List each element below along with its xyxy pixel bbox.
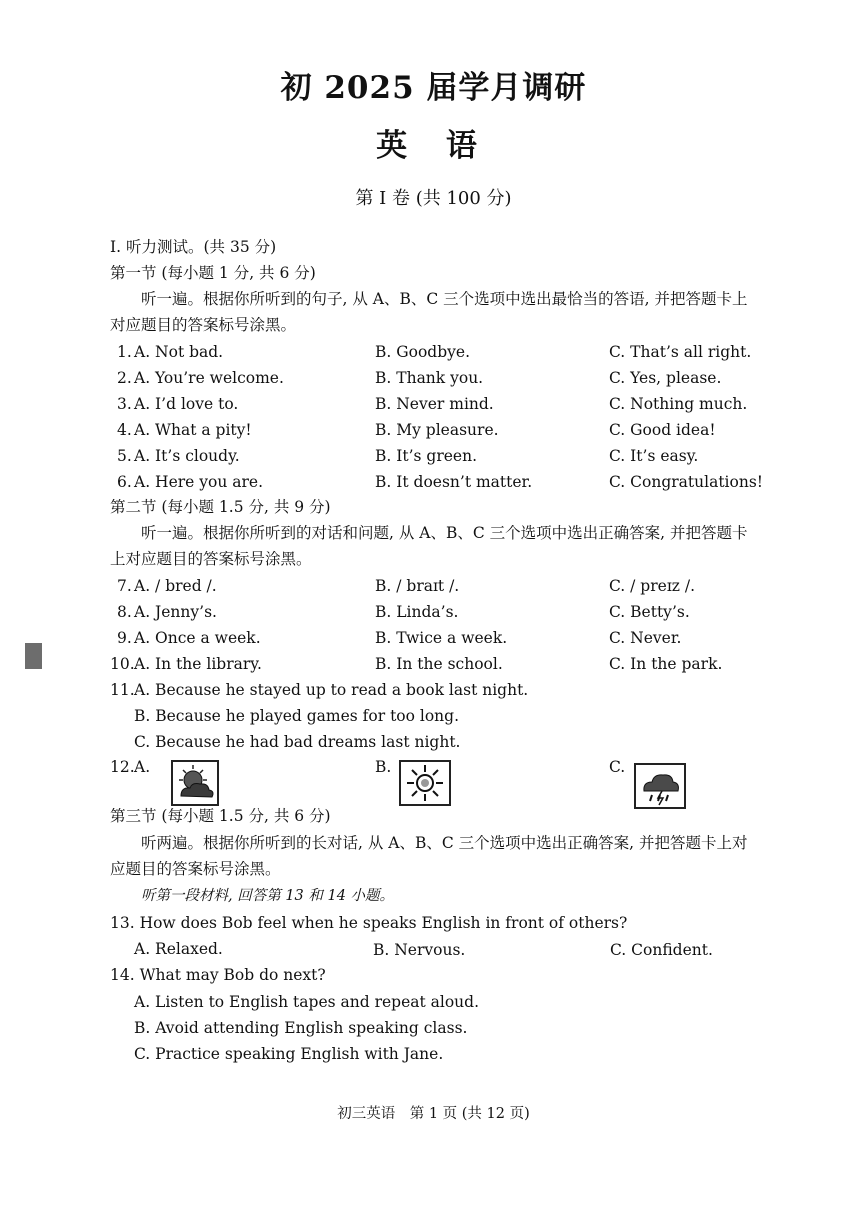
part1-heading: I. 听力测试。(共 35 分) xyxy=(110,238,277,256)
q4-number: 4. xyxy=(117,421,132,439)
q4-option-a: A. What a pity! xyxy=(134,421,252,439)
q2-option-c: C. Yes, please. xyxy=(609,369,722,387)
q1-option-a: A. Not bad. xyxy=(134,343,224,361)
q14-stem: 14. What may Bob do next? xyxy=(110,966,326,984)
page-footer: 初三英语 第 1 页 (共 12 页) xyxy=(337,1106,530,1122)
q8-option-b: B. Linda’s. xyxy=(375,603,459,621)
q6-number: 6. xyxy=(117,473,132,491)
q5-option-c: C. It’s easy. xyxy=(609,447,699,465)
q8-option-a: A. Jenny’s. xyxy=(134,603,217,621)
q13-option-b: B. Nervous. xyxy=(373,941,466,959)
q3-option-a: A. I’d love to. xyxy=(134,395,239,413)
section3-note: 听第一段材料, 回答第 13 和 14 小题。 xyxy=(141,888,395,904)
sun-icon xyxy=(399,760,451,806)
q1-option-b: B. Goodbye. xyxy=(375,343,470,361)
q6-option-b: B. It doesn’t matter. xyxy=(375,473,533,491)
volume-title: 第 I 卷 (共 100 分) xyxy=(355,188,512,209)
q7-option-c: C. / preɪz /. xyxy=(609,577,696,595)
exam-title: 初 2025 届学月调研 xyxy=(280,70,587,106)
q9-option-b: B. Twice a week. xyxy=(375,629,508,647)
q10-option-a: A. In the library. xyxy=(134,655,262,673)
q2-option-a: A. You’re welcome. xyxy=(134,369,284,387)
section1-heading: 第一节 (每小题 1 分, 共 6 分) xyxy=(110,264,316,282)
q1-number: 1. xyxy=(117,343,132,361)
rain-cloud-icon xyxy=(634,763,686,809)
q5-option-b: B. It’s green. xyxy=(375,447,477,465)
q7-option-a: A. / bred /. xyxy=(134,577,217,595)
sun-cloud-icon xyxy=(171,760,219,806)
binding-mark xyxy=(25,643,42,669)
q8-number: 8. xyxy=(117,603,132,621)
q9-option-c: C. Never. xyxy=(609,629,682,647)
q11-option-b: B. Because he played games for too long. xyxy=(134,707,460,725)
q11-number: 11. xyxy=(110,681,135,699)
q8-option-c: C. Betty’s. xyxy=(609,603,690,621)
q6-option-a: A. Here you are. xyxy=(134,473,263,491)
section1-instruction: 听一遍。根据你所听到的句子, 从 A、B、C 三个选项中选出最恰当的答语, 并把答题卡上对应题目的答案标号涂黑。 xyxy=(110,290,748,334)
section3-heading: 第三节 (每小题 1.5 分, 共 6 分) xyxy=(110,807,331,825)
section2-instruction: 听一遍。根据你所听到的对话和问题, 从 A、B、C 三个选项中选出正确答案, 并把答题卡上对应题目的答案标号涂黑。 xyxy=(110,524,748,568)
q10-option-c: C. In the park. xyxy=(609,655,723,673)
q13-option-c: C. Confident. xyxy=(610,941,713,959)
q10-option-b: B. In the school. xyxy=(375,655,503,673)
q2-number: 2. xyxy=(117,369,132,387)
q11-option-a: A. Because he stayed up to read a book last night. xyxy=(134,681,529,699)
q12-option-a: A. xyxy=(134,758,151,776)
q14-option-b: B. Avoid attending English speaking class. xyxy=(134,1019,468,1037)
q14-option-a: A. Listen to English tapes and repeat aloud. xyxy=(134,993,480,1011)
q14-option-c: C. Practice speaking English with Jane. xyxy=(134,1045,444,1063)
q7-number: 7. xyxy=(117,577,132,595)
q12-option-b: B. xyxy=(375,758,392,776)
subject-title: 英 语 xyxy=(376,128,491,164)
q6-option-c: C. Congratulations! xyxy=(609,473,764,491)
q3-number: 3. xyxy=(117,395,132,413)
q11-option-c: C. Because he had bad dreams last night. xyxy=(134,733,461,751)
q7-option-b: B. / braɪt /. xyxy=(375,577,460,595)
q4-option-b: B. My pleasure. xyxy=(375,421,499,439)
q12-number: 12. xyxy=(110,758,135,776)
section3-instruction: 听两遍。根据你所听到的长对话, 从 A、B、C 三个选项中选出正确答案, 并把答题卡上对应题目的答案标号涂黑。 xyxy=(110,834,748,878)
q9-number: 9. xyxy=(117,629,132,647)
q4-option-c: C. Good idea! xyxy=(609,421,716,439)
q3-option-b: B. Never mind. xyxy=(375,395,494,413)
q10-number: 10. xyxy=(110,655,135,673)
q9-option-a: A. Once a week. xyxy=(134,629,261,647)
q12-option-c: C. xyxy=(609,758,626,776)
section2-heading: 第二节 (每小题 1.5 分, 共 9 分) xyxy=(110,498,331,516)
q3-option-c: C. Nothing much. xyxy=(609,395,748,413)
q1-option-c: C. That’s all right. xyxy=(609,343,752,361)
q13-option-a: A. Relaxed. xyxy=(134,940,223,958)
q13-stem: 13. How does Bob feel when he speaks English in front of others? xyxy=(110,914,628,932)
q2-option-b: B. Thank you. xyxy=(375,369,484,387)
q5-number: 5. xyxy=(117,447,132,465)
q5-option-a: A. It’s cloudy. xyxy=(134,447,240,465)
